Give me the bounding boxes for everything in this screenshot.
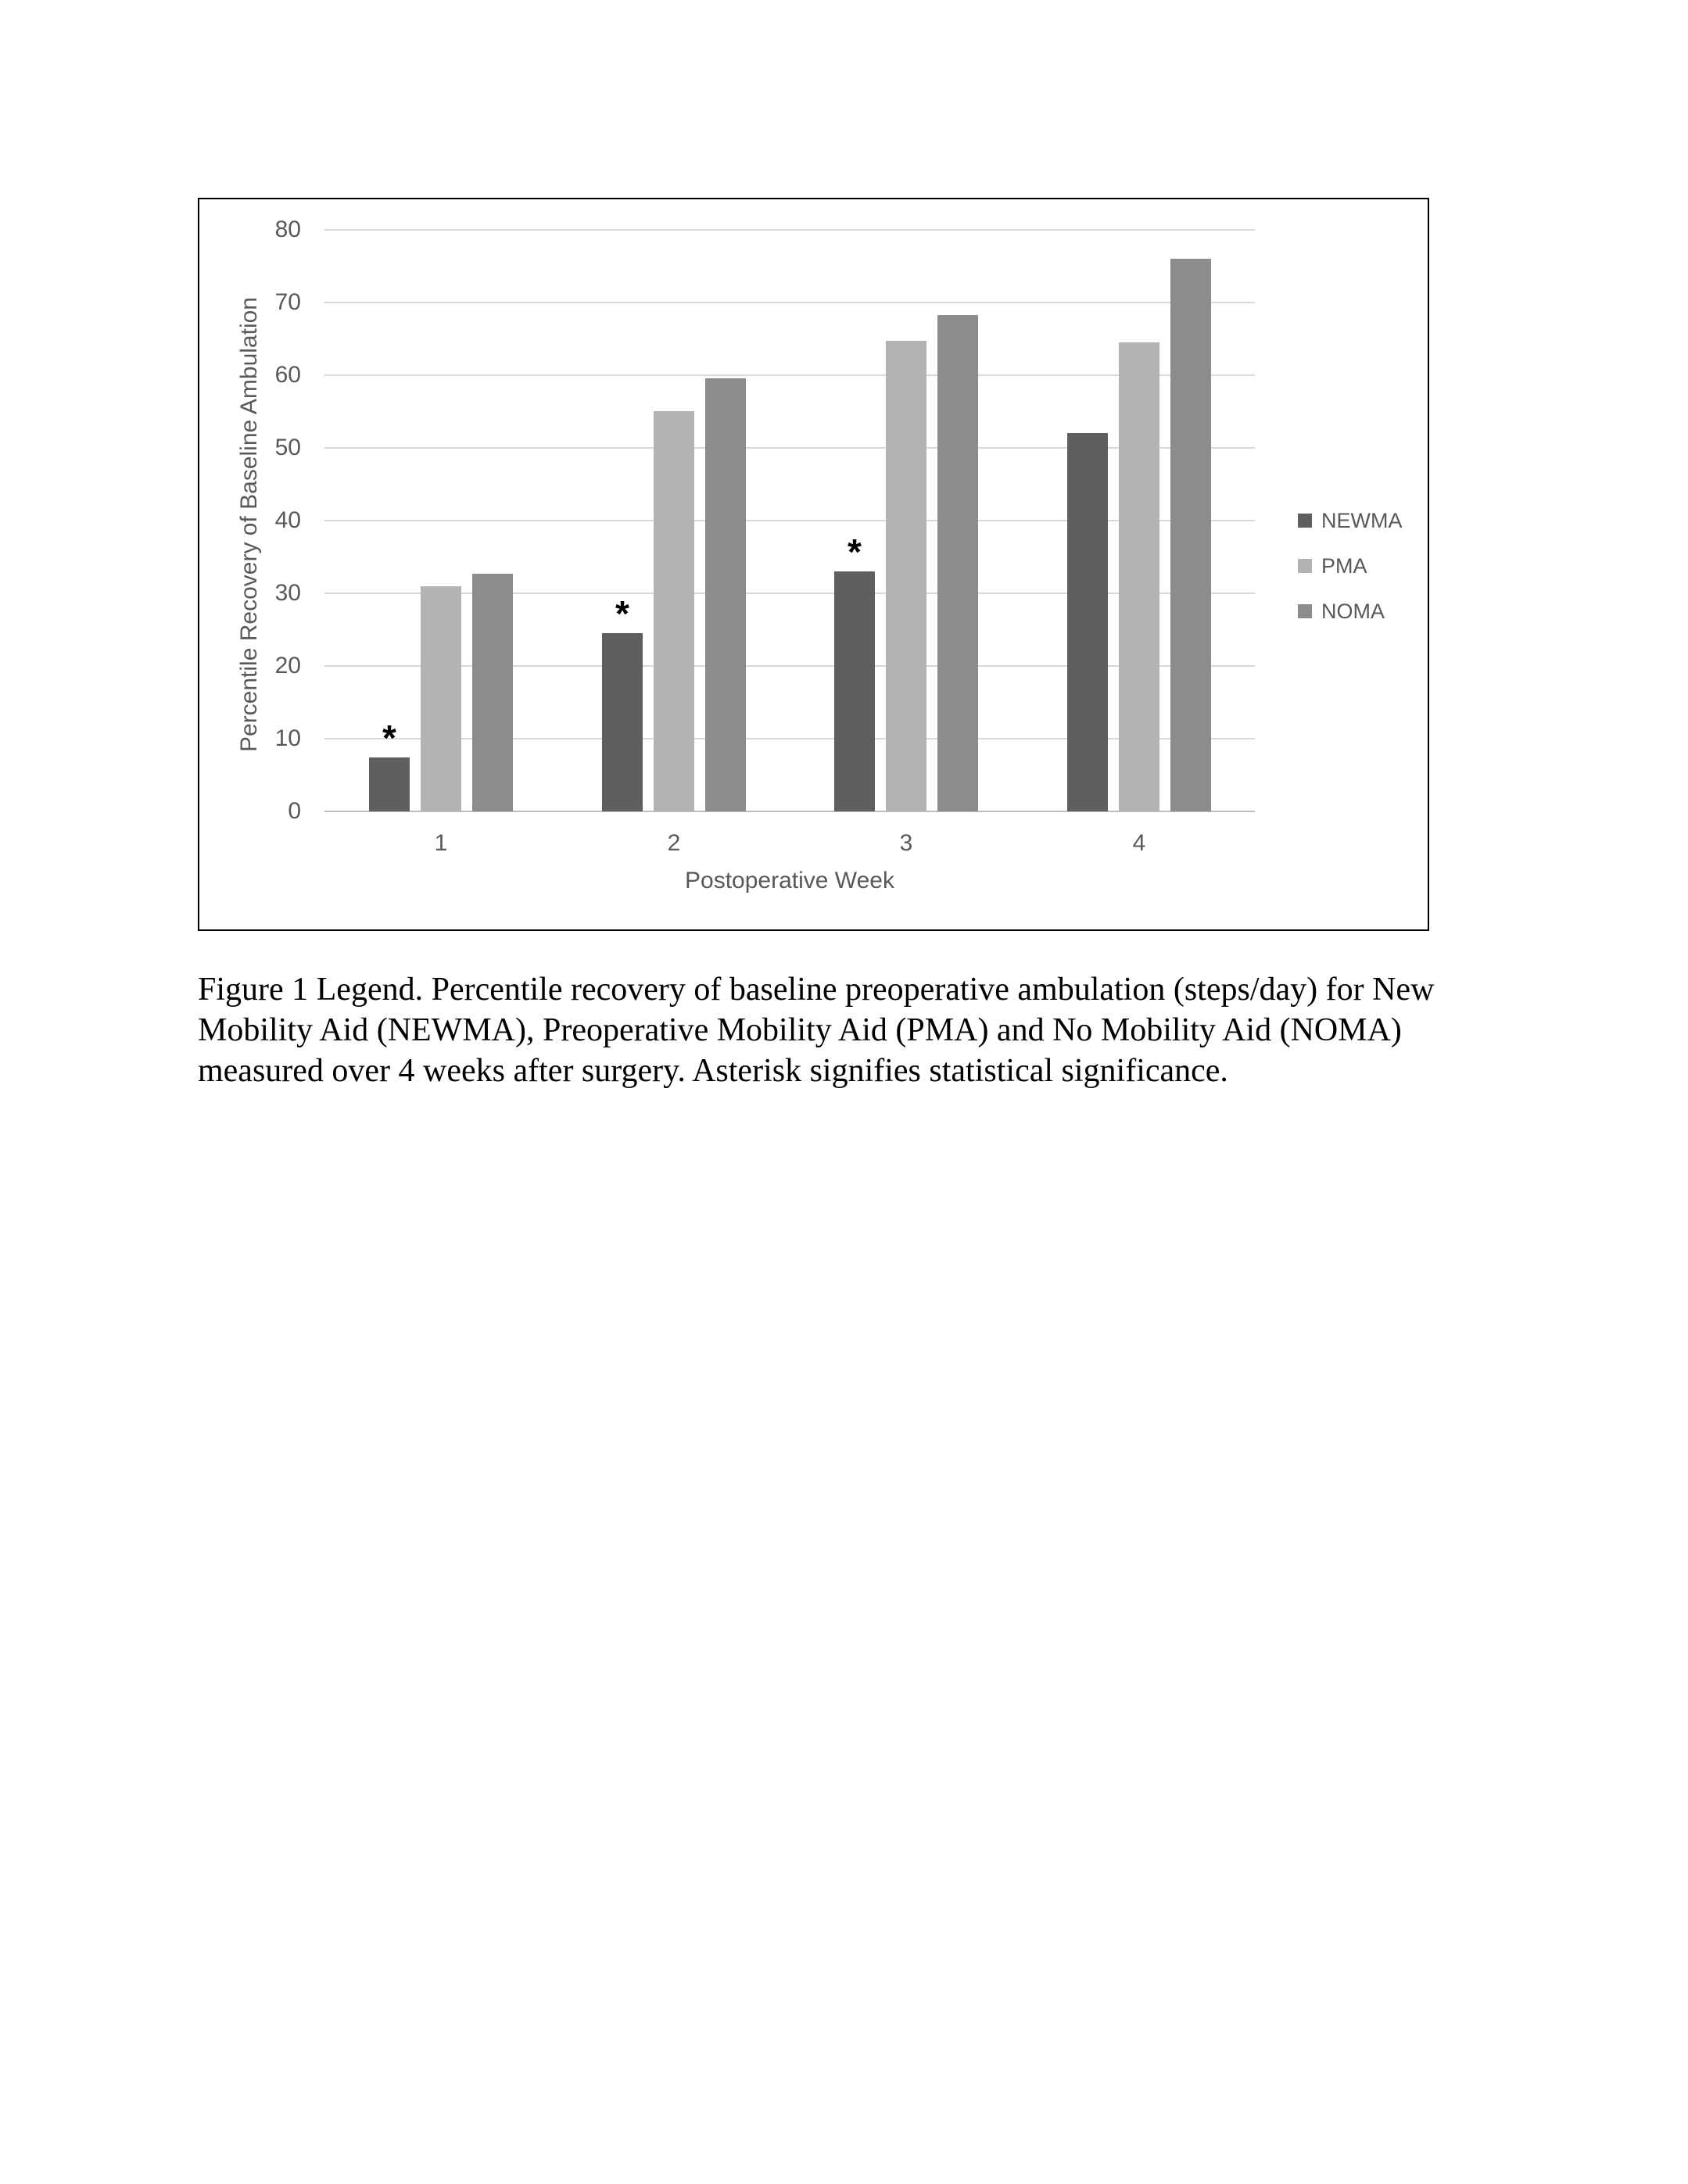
figure-1-chart — [198, 198, 1429, 931]
legend-item-pma — [1298, 554, 1403, 578]
y-tick-label-80: 80 — [274, 217, 301, 242]
bar-newma-week-1 — [369, 718, 410, 811]
bar-newma-week-2 — [602, 593, 643, 811]
y-tick-label-20: 20 — [274, 653, 301, 678]
y-tick-label-0: 0 — [288, 798, 301, 824]
bar-pma-week-2 — [654, 411, 694, 811]
bar-noma-week-4 — [1170, 259, 1211, 811]
bar-group-week-2 — [557, 230, 790, 811]
significance-asterisk-week-3: * — [848, 532, 862, 572]
x-tick-label-2: 2 — [667, 830, 681, 856]
legend-item-noma — [1298, 600, 1403, 623]
legend-swatch-noma — [1298, 604, 1312, 618]
chart-legend — [1298, 509, 1403, 645]
bar-pma-week-4 — [1119, 342, 1159, 811]
y-tick-label-70: 70 — [274, 289, 301, 315]
bar-newma-week-4 — [1067, 433, 1108, 811]
significance-asterisk-week-1: * — [382, 718, 396, 758]
bar-newma-week-3 — [834, 532, 875, 811]
figure-caption-line-1: Figure 1 Legend. Percentile recovery of baseline preoperative ambulation (steps/day) for New — [198, 972, 1435, 1008]
bar-pma-week-3 — [886, 341, 926, 811]
y-tick-label-50: 50 — [274, 435, 301, 460]
bar-noma-week-1 — [472, 574, 513, 811]
x-tick-label-3: 3 — [899, 830, 913, 856]
legend-label-noma: NOMA — [1321, 599, 1385, 623]
figure-caption — [198, 969, 1527, 1091]
bar-noma-week-3 — [937, 315, 978, 811]
bar-pma-week-1 — [421, 586, 461, 811]
bar-group-week-1 — [324, 230, 557, 811]
y-tick-label-30: 30 — [274, 580, 301, 606]
bar-group-week-3 — [790, 230, 1023, 811]
legend-item-newma — [1298, 509, 1403, 532]
significance-asterisk-week-2: * — [615, 593, 629, 634]
bar-group-week-4 — [1023, 230, 1256, 811]
legend-label-pma: PMA — [1321, 553, 1367, 578]
legend-swatch-pma — [1298, 559, 1312, 573]
figure-caption-line-2: Mobility Aid (NEWMA), Preoperative Mobility Aid (PMA) and No Mobility Aid (NOMA) — [198, 1012, 1402, 1048]
legend-label-newma: NEWMA — [1321, 508, 1403, 532]
figure-caption-line-3: measured over 4 weeks after surgery. Asterisk signifies statistical significance. — [198, 1053, 1228, 1089]
y-tick-label-40: 40 — [274, 507, 301, 533]
x-tick-label-4: 4 — [1132, 830, 1146, 856]
x-axis-title: Postoperative Week — [685, 868, 894, 893]
y-tick-label-10: 10 — [274, 725, 301, 751]
x-tick-label-1: 1 — [434, 830, 448, 856]
legend-swatch-newma — [1298, 514, 1312, 528]
plot-area — [324, 230, 1255, 856]
y-axis-title: Percentile Recovery of Baseline Ambulation — [236, 297, 262, 752]
y-tick-label-60: 60 — [274, 362, 301, 388]
bar-noma-week-2 — [705, 378, 746, 811]
